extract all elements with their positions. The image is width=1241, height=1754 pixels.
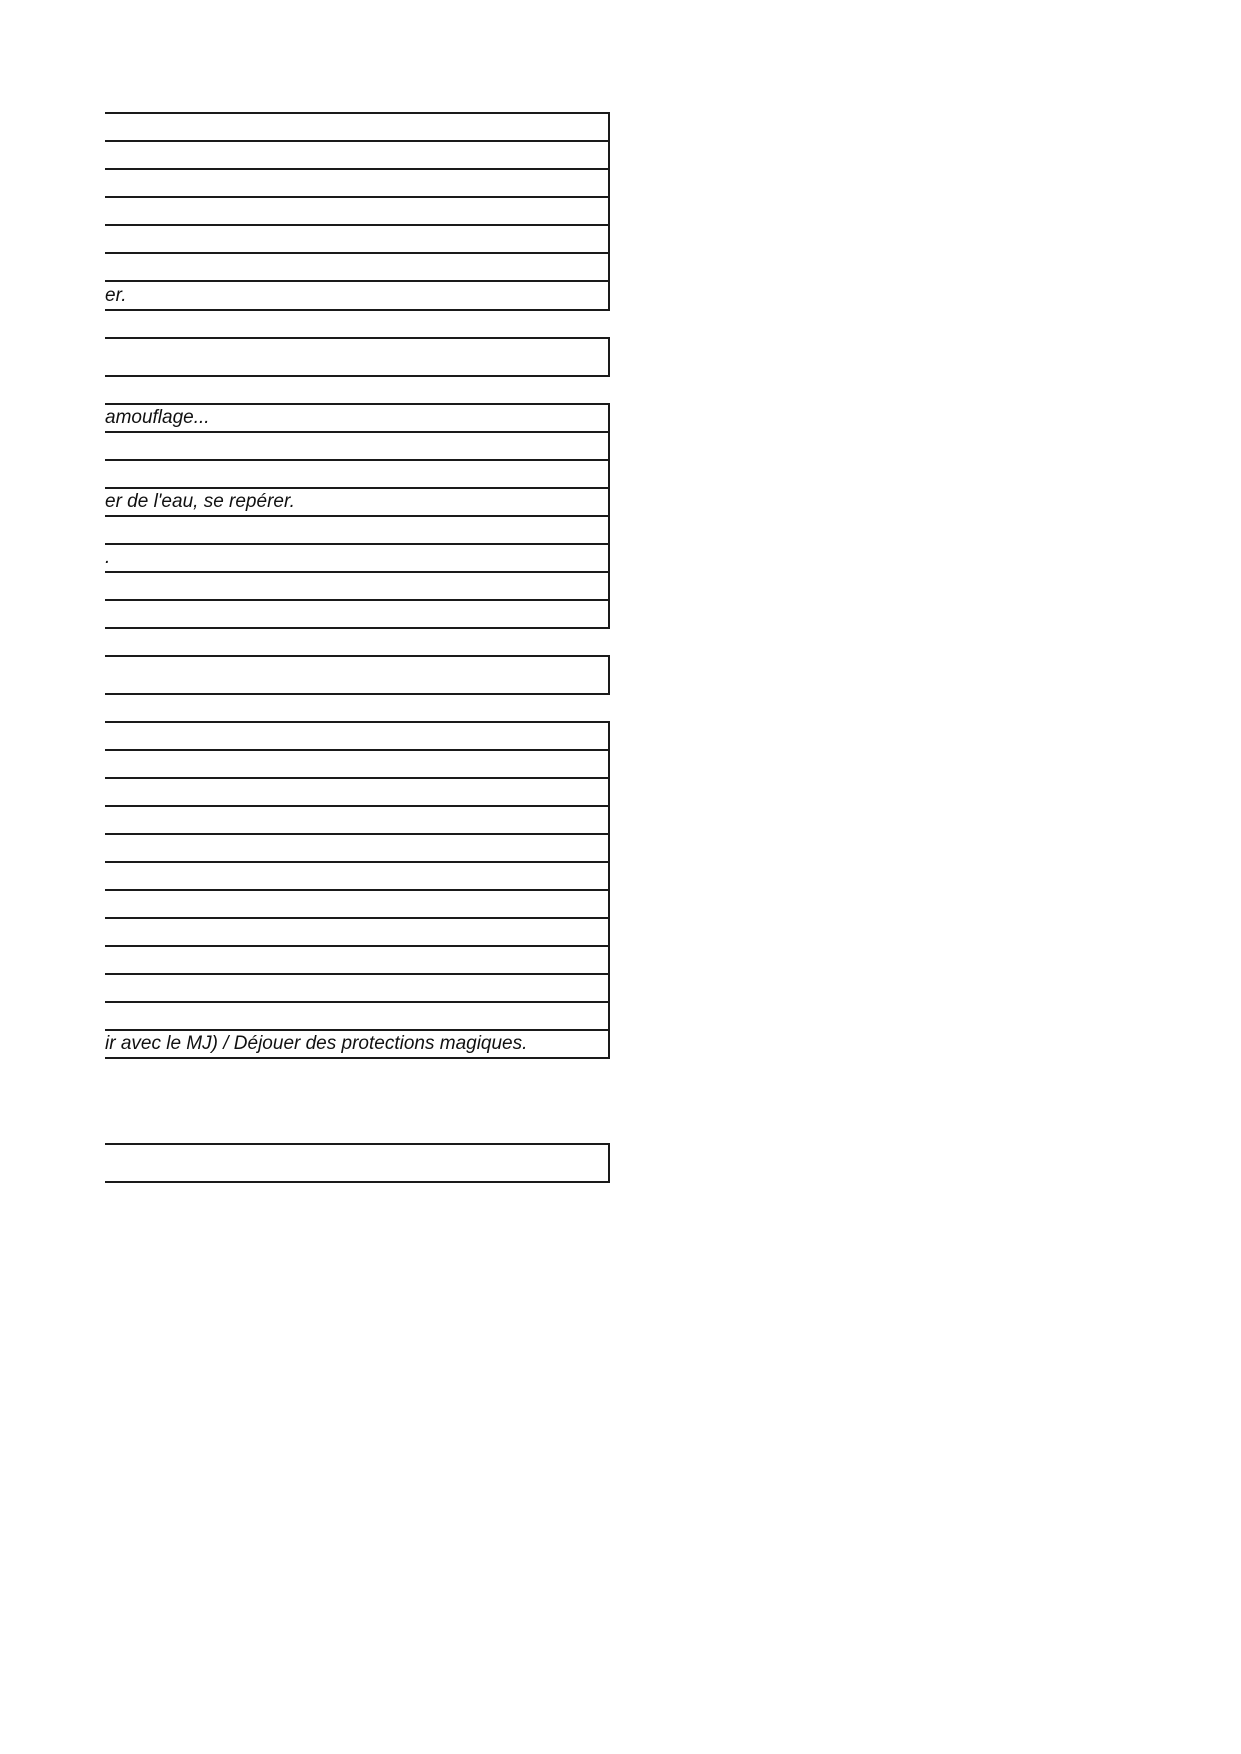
form-row[interactable]	[105, 517, 608, 545]
form-row[interactable]	[105, 601, 608, 629]
row-text: amouflage...	[105, 407, 210, 428]
form-row[interactable]	[105, 723, 608, 751]
row-text: .	[105, 547, 111, 568]
form-row[interactable]	[105, 573, 608, 601]
form-row[interactable]	[105, 339, 608, 377]
row-text: er.	[105, 285, 127, 306]
form-box-2	[105, 337, 610, 377]
form-row[interactable]	[105, 657, 608, 695]
form-row[interactable]	[105, 919, 608, 947]
form-row[interactable]	[105, 863, 608, 891]
form-row[interactable]	[105, 489, 608, 517]
form-row[interactable]	[105, 947, 608, 975]
form-row[interactable]	[105, 975, 608, 1003]
form-row[interactable]	[105, 254, 608, 282]
form-row[interactable]	[105, 1031, 608, 1059]
form-box-6	[105, 1143, 610, 1183]
form-box-3	[105, 403, 610, 629]
form-row[interactable]	[105, 1145, 608, 1183]
form-row[interactable]	[105, 1003, 608, 1031]
form-row[interactable]	[105, 751, 608, 779]
form-box-4	[105, 655, 610, 695]
row-text: er de l'eau, se repérer.	[105, 491, 295, 512]
form-row[interactable]	[105, 142, 608, 170]
form-row[interactable]	[105, 891, 608, 919]
form-box-1	[105, 112, 610, 311]
form-row[interactable]	[105, 835, 608, 863]
form-row[interactable]	[105, 461, 608, 489]
form-row[interactable]	[105, 779, 608, 807]
form-row[interactable]	[105, 198, 608, 226]
form-row[interactable]	[105, 433, 608, 461]
form-row[interactable]	[105, 170, 608, 198]
form-row[interactable]	[105, 226, 608, 254]
form-row[interactable]	[105, 282, 608, 311]
form-row[interactable]	[105, 405, 608, 433]
row-text: ir avec le MJ) / Déjouer des protections magiques.	[105, 1033, 528, 1054]
form-row[interactable]	[105, 114, 608, 142]
form-box-5	[105, 721, 610, 1059]
form-row[interactable]	[105, 807, 608, 835]
form-row[interactable]	[105, 545, 608, 573]
